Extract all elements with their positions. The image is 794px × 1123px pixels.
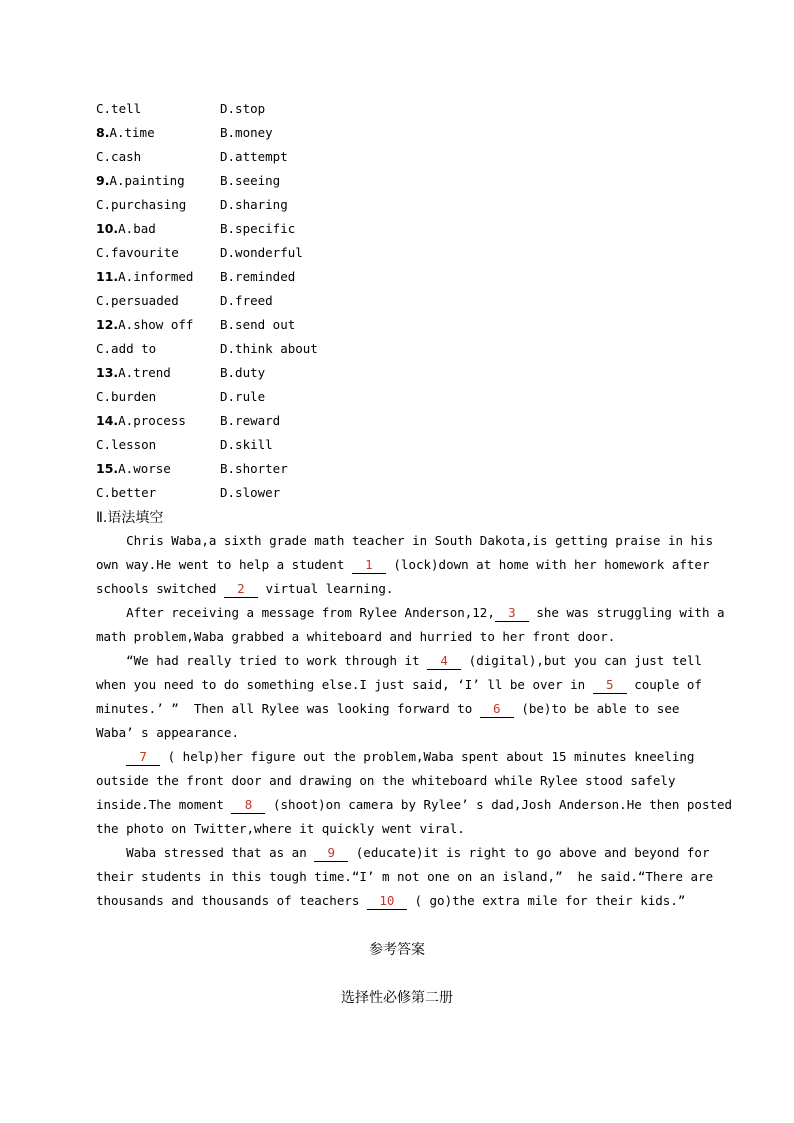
answer-blank: 8: [231, 797, 265, 814]
passage-line: After receiving a message from Rylee Anderson,12, 3 she was struggling with a: [96, 605, 725, 620]
passage-line: Waba’ s appearance.: [96, 725, 239, 740]
answer-blank: 4: [427, 653, 461, 670]
answer-blank: 6: [480, 701, 514, 718]
passage-line: schools switched 2 virtual learning.: [96, 581, 394, 596]
answer-blank: 2: [224, 581, 258, 598]
passage-line: minutes.’ ” Then all Rylee was looking forward to 6 (be)to be able to see: [96, 701, 680, 716]
passage-line: inside.The moment 8 (shoot)on camera by Rylee’ s dad,Josh Anderson.He then posted: [96, 797, 733, 812]
passage-line: Waba stressed that as an 9 (educate)it is right to go above and beyond for: [96, 845, 710, 860]
passage-line: the photo on Twitter,where it quickly went viral.: [96, 821, 465, 836]
passage-line: Chris Waba,a sixth grade math teacher in South Dakota,is getting praise in his: [96, 533, 714, 548]
section-title: Ⅱ.语法填空: [96, 510, 164, 526]
answer-blank: 1: [352, 557, 386, 574]
passage-line: own way.He went to help a student 1 (lock)down at home with her homework after: [96, 557, 710, 572]
book-title: 选择性必修第二册: [341, 990, 453, 1006]
passage-line: thousands and thousands of teachers 10 ( go)the extra mile for their kids.”: [96, 893, 686, 908]
answer-blank: 5: [593, 677, 627, 694]
passage-line: outside the front door and drawing on the whiteboard while Rylee stood safely: [96, 773, 676, 788]
passage-line: when you need to do something else.I just said, ‘I’ ll be over in 5 couple of: [96, 677, 702, 692]
answer-blank: 3: [495, 605, 529, 622]
passage-line: their students in this tough time.“I’ m not one on an island,” he said.“There are: [96, 869, 714, 884]
answer-blank: 7: [126, 749, 160, 766]
answer-blank: 9: [314, 845, 348, 862]
passage-line: “We had really tried to work through it 4 (digital),but you can just tell: [96, 653, 702, 668]
grammar-passage: [96, 531, 733, 915]
passage-line: 7 ( help)her figure out the problem,Waba spent about 15 minutes kneeling: [96, 747, 696, 771]
answer-blank: 10: [367, 893, 407, 910]
passage-line: math problem,Waba grabbed a whiteboard and hurried to her front door.: [96, 629, 616, 644]
answers-heading: 参考答案: [369, 942, 425, 958]
document-page: C.tell D.stop 8.A.time B.money C.cash D.attempt 9.A.painting B.seeing C.purchasing D.sharing 10.A.bad B.specific C.favourite D.wonderful 11.A.informed B.reminded C.persuaded D.freed 12.A.show off B.send out C.add to D.think about 13.A.trend B.duty C.burden D.rule 14.A.process B.reward C.lesson D.skill 15.A.worse B.shorter C.better D.slower Ⅱ.语法填空 Chris Waba,a sixth grade math teacher in South Dakota,is getting praise in his own way.He went to help a student 1 (lock)down at home with her homework after schools switched 2 virtual learning. After receiving a message from Rylee Anderson,12, 3 she was struggling with a math problem,Waba grabbed a whiteboard and hurried to her front door. “We had really tried to work through it 4 (digital),but you can just tell when you need to do something else.I just said, ‘I’ ll be over in 5 couple of minutes.’ ” Then all Rylee was looking forward to 6 (be)to be able to see Waba’ s appearance. 7 ( help)her figure out the problem,Waba spent about 15 minutes kneeling outside the front door and drawing on the whiteboard while Rylee stood safely inside.The moment 8 (shoot)on camera by Rylee’ s dad,Josh Anderson.He then posted the photo on Twitter,where it quickly went viral. Waba stressed that as an 9 (educate)it is right to go above and beyond for their students in this tough time.“I’ m not one on an island,” he said.“There are thousands and thousands of teachers 10 ( go)the extra mile for their kids.” 参考答案 选择性必修第二册: [0, 0, 794, 1123]
